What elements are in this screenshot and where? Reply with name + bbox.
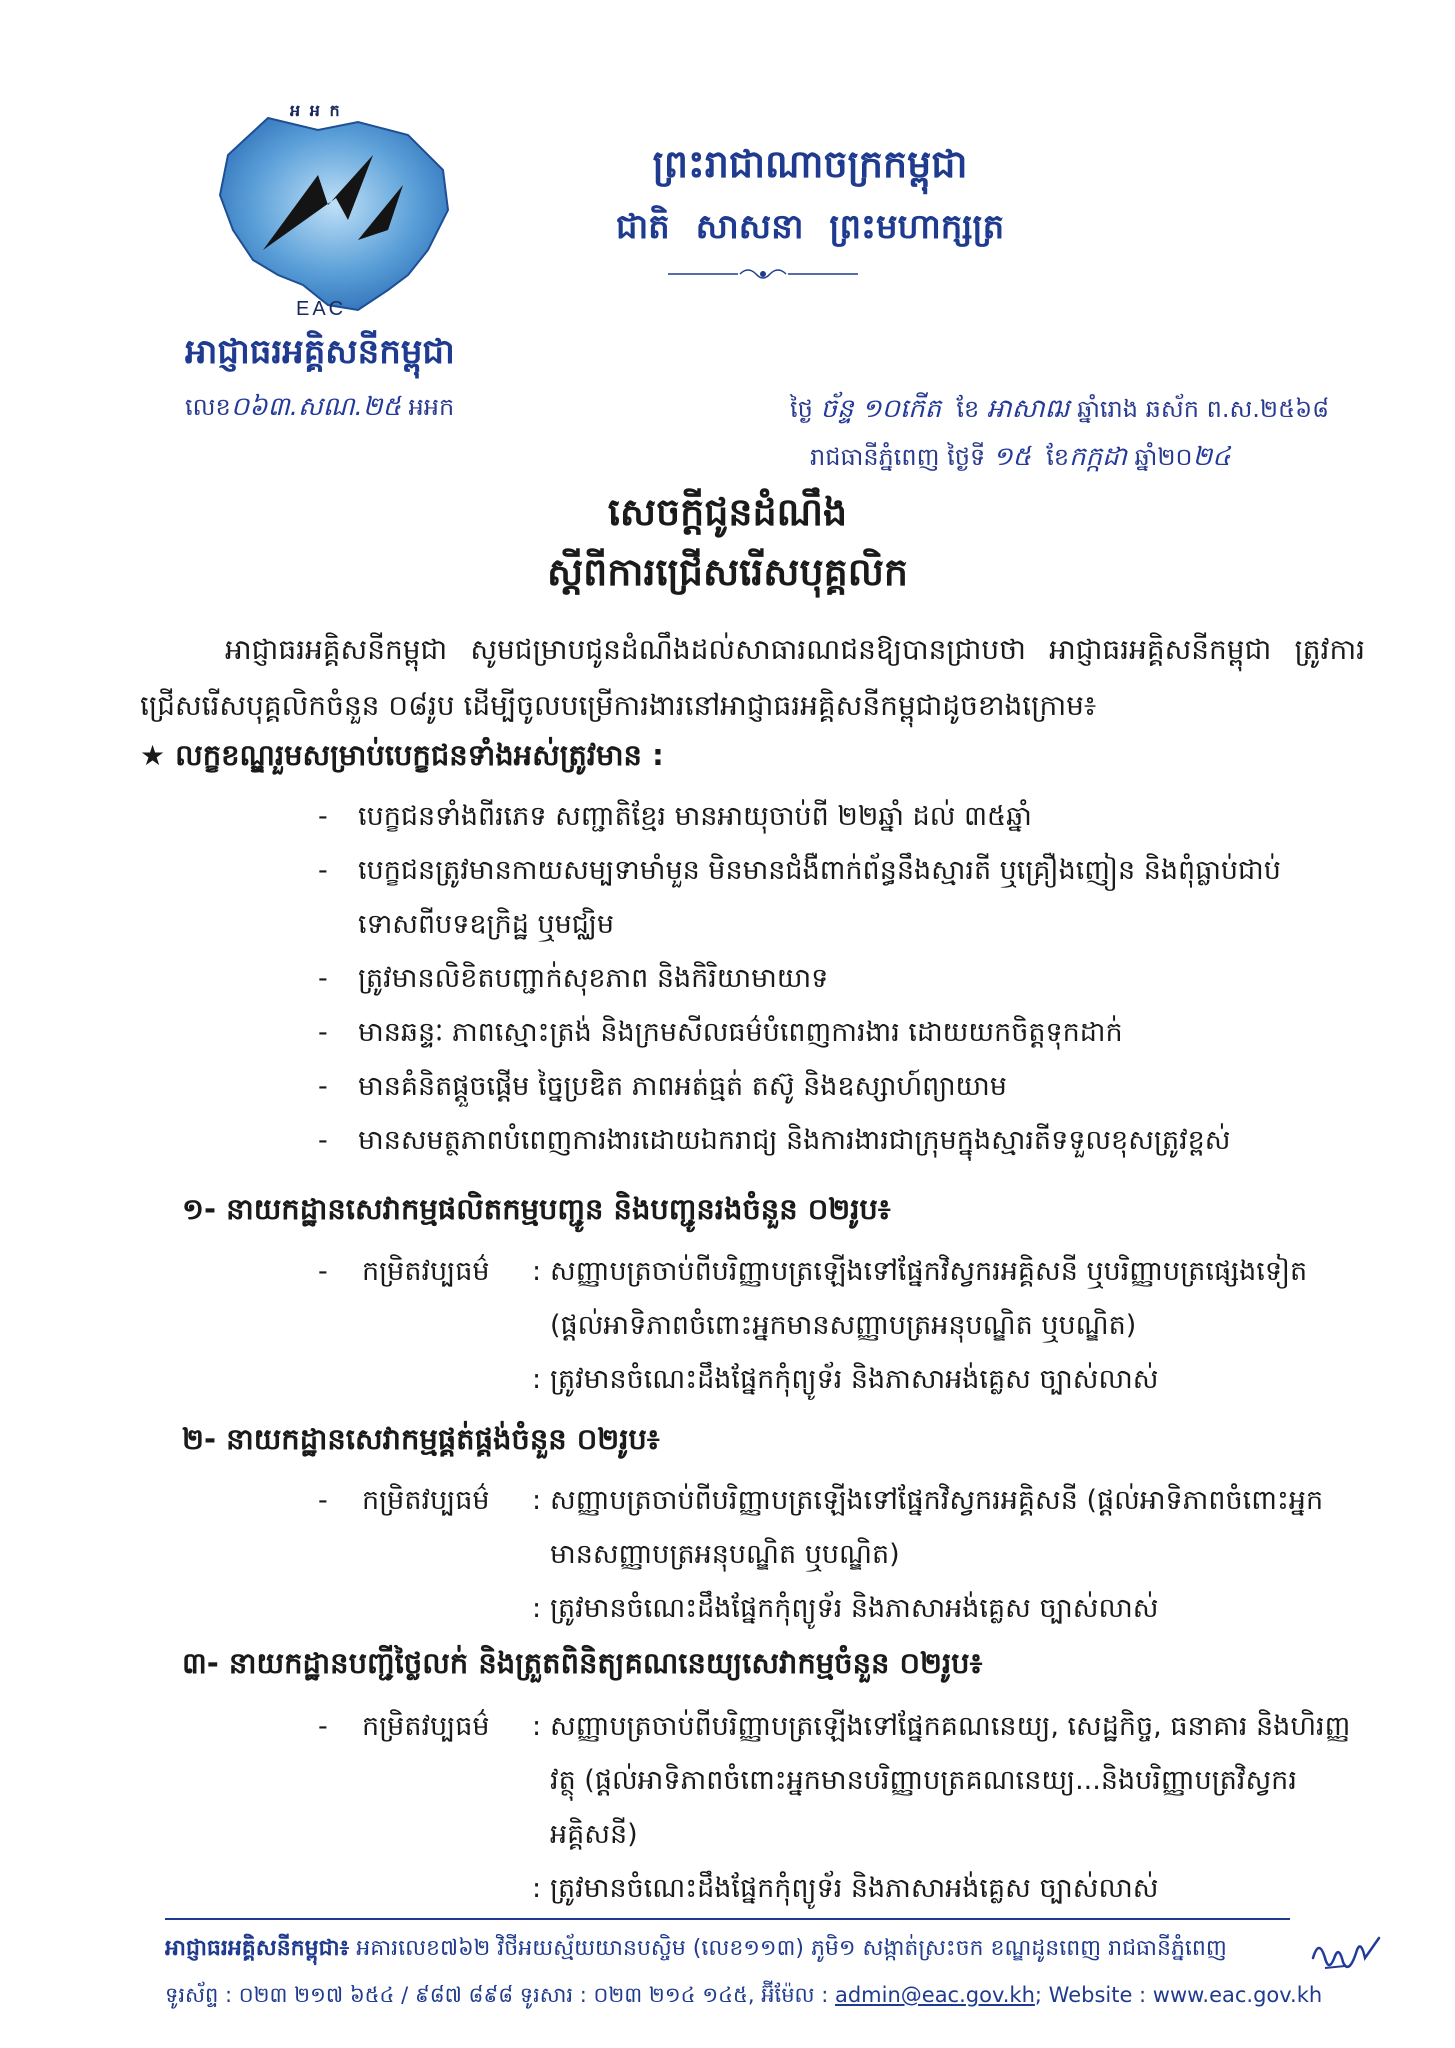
- ornament-divider-icon: [668, 264, 858, 284]
- footer-divider: [165, 1918, 1290, 1920]
- lunar-month-prefix: ខែ: [956, 395, 980, 423]
- lunar-month: អាសាឍ: [986, 394, 1070, 424]
- lunar-year: ឆ្នាំរោង ឆស័ក ព.ស.២៥៦៨: [1077, 395, 1330, 423]
- kingdom-heading: ព្រះរាជាណាចក្រកម្ពុជា: [652, 142, 968, 186]
- agency-name: អាជ្ញាធរអគ្គិសនីកម្ពុជា: [185, 332, 455, 372]
- criteria-label: កម្រិតវប្បធម៌: [362, 1485, 490, 1516]
- list-item-text: មានគំនិតផ្តួចផ្តើម ច្នៃប្រឌិត ភាពអត់ធ្មត់ តស៊ូ និងឧស្សាហ៍ព្យាយាម: [358, 1071, 1007, 1102]
- list-item: - មានឆន្ទៈ ភាពស្មោះត្រង់ និងក្រមសីលធម៌បំពេញការងារ ដោយយកចិត្តទុកដាក់: [318, 1017, 1123, 1048]
- list-item: - ត្រូវមានលិខិតបញ្ជាក់សុខភាព និងកិរិយាមាយាទ: [318, 963, 829, 994]
- list-item-text: ត្រូវមានលិខិតបញ្ជាក់សុខភាព និងកិរិយាមាយាទ: [358, 963, 829, 994]
- list-item-text: មានឆន្ទៈ ភាពស្មោះត្រង់ និងក្រមសីលធម៌បំពេញការងារ ដោយយកចិត្តទុកដាក់: [358, 1017, 1123, 1048]
- initials-signature-icon: [1305, 1928, 1385, 1988]
- footer-contact: [165, 1982, 1322, 2013]
- list-item: - បេក្ខជនទាំងពីរភេទ សញ្ជាតិខ្មែរ មានអាយុចាប់ពី ២២ឆ្នាំ ដល់ ៣៥ឆ្នាំ: [318, 801, 1032, 832]
- skills-row: : ត្រូវមានចំណេះដឹងផ្នែកកុំព្យូទ័រ និងភាសាអង់គ្លេស ច្បាស់លាស់: [532, 1593, 1159, 1624]
- position-1-title: ១- នាយកដ្ឋានសេវាកម្មផលិតកម្មបញ្ជូន និងបញ្ជូនរងចំនួន ០២រូប៖: [182, 1192, 891, 1226]
- solar-month-prefix: ខែ: [1046, 443, 1070, 471]
- document-title: សេចក្តីជូនដំណឹង: [607, 490, 848, 534]
- ref-prefix: លេខ: [185, 393, 231, 421]
- ref-number: ០៦៣.សណ.២៥: [230, 392, 401, 422]
- logo-abbreviation: អ អ ក: [290, 101, 342, 120]
- solar-year: ២៤: [1192, 442, 1231, 472]
- solar-year-prefix: ឆ្នាំ២០: [1134, 443, 1193, 471]
- list-item-text: មានសមត្ថភាពបំពេញការងារដោយឯករាជ្យ និងការងារជាក្រុមក្នុងស្មារតីទទួលខុសត្រូវខ្ពស់: [358, 1125, 1231, 1156]
- star-icon: ★: [140, 739, 166, 772]
- position-3-criteria: [300, 1700, 1365, 1916]
- requirements-heading-text: លក្ខខណ្ឌរួមសម្រាប់បេក្ខជនទាំងអស់ត្រូវមាន :: [175, 738, 664, 772]
- footer-agency-name: អាជ្ញាធរអគ្គិសនីកម្ពុជា៖: [165, 1936, 350, 1961]
- criteria-text: សញ្ញាបត្រចាប់ពីបរិញ្ញាបត្រឡើងទៅផ្នែកគណនេយ្យ, សេដ្ឋកិច្ច, ធនាគារ និងហិរញ្ញវត្ថុ (ផ្តល់អាទិភាពចំពោះអ្នកមានបរិញ្ញាបត្រគណនេយ្យ...និងបរិញ្ញាបត្រវិស្វករអគ្គិសនី): [550, 1711, 1351, 1850]
- intro-paragraph: អាជ្ញាធរអគ្គិសនីកម្ពុជា សូមជម្រាបជូនដំណឹងដល់សាធារណជនឱ្យបានជ្រាបថា អាជ្ញាធរអគ្គិសនីកម្ពុជា ត្រូវការជ្រើសរើសបុគ្គលិកចំនួន ០៨រូប ដើម្បីចូលបម្រើការងារនៅអាជ្ញាធរអគ្គិសនីកម្ពុជាដូចខាងក្រោម៖: [140, 633, 1365, 722]
- requirements-list: [300, 790, 1365, 1168]
- logo-eac-text: EAC: [296, 298, 347, 320]
- criteria-label: កម្រិតវប្បធម៌: [362, 1256, 490, 1287]
- skills-text: ត្រូវមានចំណេះដឹងផ្នែកកុំព្យូទ័រ និងភាសាអង់គ្លេស ច្បាស់លាស់: [550, 1593, 1159, 1624]
- position-2-criteria: [300, 1474, 1365, 1636]
- position-2-title: ២- នាយកដ្ឋានសេវាកម្មផ្គត់ផ្គង់ចំនួន ០២រូប៖: [182, 1422, 660, 1456]
- footer-address: [165, 1934, 1227, 1966]
- list-item: - មានគំនិតផ្តួចផ្តើម ច្នៃប្រឌិត ភាពអត់ធ្មត់ តស៊ូ និងឧស្សាហ៍ព្យាយាម: [318, 1071, 1007, 1102]
- lunar-day: ច័ន្ទ ១០កើត: [820, 394, 942, 424]
- skills-row: : ត្រូវមានចំណេះដឹងផ្នែកកុំព្យូទ័រ និងភាសាអង់គ្លេស ច្បាស់លាស់: [532, 1364, 1159, 1395]
- criteria-text: សញ្ញាបត្រចាប់ពីបរិញ្ញាបត្រឡើងទៅផ្នែកវិស្វករអគ្គិសនី ឬបរិញ្ញាបត្រផ្សេងទៀត (ផ្តល់អាទិភាពចំពោះអ្នកមានសញ្ញាបត្រអនុបណ្ឌិត ឬបណ្ឌិត): [550, 1256, 1308, 1341]
- footer-website[interactable]: ; Website : www.eac.gov.kh: [1034, 1983, 1323, 2007]
- list-item: - មានសមត្ថភាពបំពេញការងារដោយឯករាជ្យ និងការងារជាក្រុមក្នុងស្មារតីទទួលខុសត្រូវខ្ពស់: [318, 1125, 1231, 1156]
- education-row: - កម្រិតវប្បធម៌ : សញ្ញាបត្រចាប់ពីបរិញ្ញាបត្រឡើងទៅផ្នែកវិស្វករអគ្គិសនី (ផ្តល់អាទិភាពចំពោះអ្នកមានសញ្ញាបត្រអនុបណ្ឌិត ឬបណ្ឌិត): [300, 1474, 1365, 1582]
- lunar-date: [790, 392, 1329, 430]
- national-motto: ជាតិ សាសនា ព្រះមហាក្សត្រ: [615, 207, 1005, 247]
- education-row: - កម្រិតវប្បធម៌ : សញ្ញាបត្រចាប់ពីបរិញ្ញាបត្រឡើងទៅផ្នែកគណនេយ្យ, សេដ្ឋកិច្ច, ធនាគារ និងហិរញ្ញវត្ថុ (ផ្តល់អាទិភាពចំពោះអ្នកមានបរិញ្ញាបត្រគណនេយ្យ...និងបរិញ្ញាបត្រវិស្វករអគ្គិសនី): [300, 1700, 1365, 1862]
- list-item-text: បេក្ខជនត្រូវមានកាយសម្បទាមាំមួន មិនមានជំងឺពាក់ព័ន្ធនឹងស្មារតី ឬគ្រឿងញៀន និងពុំធ្លាប់ជាប់ទោសពីបទឧក្រិដ្ឋ ឬមជ្ឈិម: [358, 855, 1281, 940]
- criteria-text: សញ្ញាបត្រចាប់ពីបរិញ្ញាបត្រឡើងទៅផ្នែកវិស្វករអគ្គិសនី (ផ្តល់អាទិភាពចំពោះអ្នកមានសញ្ញាបត្រអនុបណ្ឌិត ឬបណ្ឌិត): [550, 1485, 1324, 1570]
- requirements-heading: [140, 738, 664, 780]
- lunar-prefix: ថ្ងៃ: [790, 395, 813, 423]
- list-item-text: បេក្ខជនទាំងពីរភេទ សញ្ជាតិខ្មែរ មានអាយុចាប់ពី ២២ឆ្នាំ ដល់ ៣៥ឆ្នាំ: [358, 801, 1032, 832]
- footer-email-link[interactable]: admin@eac.gov.kh: [834, 1983, 1035, 2007]
- reference-number: [185, 390, 454, 428]
- solar-date: [810, 440, 1231, 478]
- ref-suffix: អអក: [408, 393, 455, 421]
- solar-place: រាជធានីភ្នំពេញ ថ្ងៃទី: [810, 443, 986, 471]
- education-row: - កម្រិតវប្បធម៌ : សញ្ញាបត្រចាប់ពីបរិញ្ញាបត្រឡើងទៅផ្នែកវិស្វករអគ្គិសនី ឬបរិញ្ញាបត្រផ្សេងទៀត (ផ្តល់អាទិភាពចំពោះអ្នកមានសញ្ញាបត្រអនុបណ្ឌិត ឬបណ្ឌិត): [300, 1245, 1365, 1353]
- skills-text: ត្រូវមានចំណេះដឹងផ្នែកកុំព្យូទ័រ និងភាសាអង់គ្លេស ច្បាស់លាស់: [550, 1873, 1159, 1904]
- list-item: - បេក្ខជនត្រូវមានកាយសម្បទាមាំមួន មិនមានជំងឺពាក់ព័ន្ធនឹងស្មារតី ឬគ្រឿងញៀន និងពុំធ្លាប់ជាប់ទោសពីបទឧក្រិដ្ឋ ឬមជ្ឈិម: [318, 855, 1281, 940]
- agency-logo: [178, 100, 498, 335]
- position-1-criteria: [300, 1245, 1365, 1407]
- position-3-title: ៣- នាយកដ្ឋានបញ្ជីថ្លៃលក់ និងត្រួតពិនិត្យគណនេយ្យសេវាកម្មចំនួន ០២រូប៖: [182, 1646, 983, 1680]
- document-subtitle: ស្តីពីការជ្រើសរើសបុគ្គលិក: [546, 550, 909, 594]
- footer-address-text: អគារលេខ៧៦២ វិថីអយស្ម័យយានបស្ចិម (លេខ១១៣) ភូមិ១ សង្កាត់ស្រះចក ខណ្ឌដូនពេញ រាជធានីភ្នំពេញ: [356, 1936, 1227, 1961]
- solar-day: ១៥: [992, 442, 1031, 472]
- skills-text: ត្រូវមានចំណេះដឹងផ្នែកកុំព្យូទ័រ និងភាសាអង់គ្លេស ច្បាស់លាស់: [550, 1364, 1159, 1395]
- criteria-label: កម្រិតវប្បធម៌: [362, 1711, 490, 1742]
- footer-phone: ទូរស័ព្ទ : ០២៣ ២១៧ ៦៥៤ / ៩៨៧ ៨៩៨ ទូរសារ : ០២៣ ២១៤ ១៤៥, អ៊ីម៉ែល :: [165, 1983, 829, 2007]
- solar-month: កក្កដា: [1069, 442, 1127, 472]
- skills-row: : ត្រូវមានចំណេះដឹងផ្នែកកុំព្យូទ័រ និងភាសាអង់គ្លេស ច្បាស់លាស់: [532, 1873, 1159, 1904]
